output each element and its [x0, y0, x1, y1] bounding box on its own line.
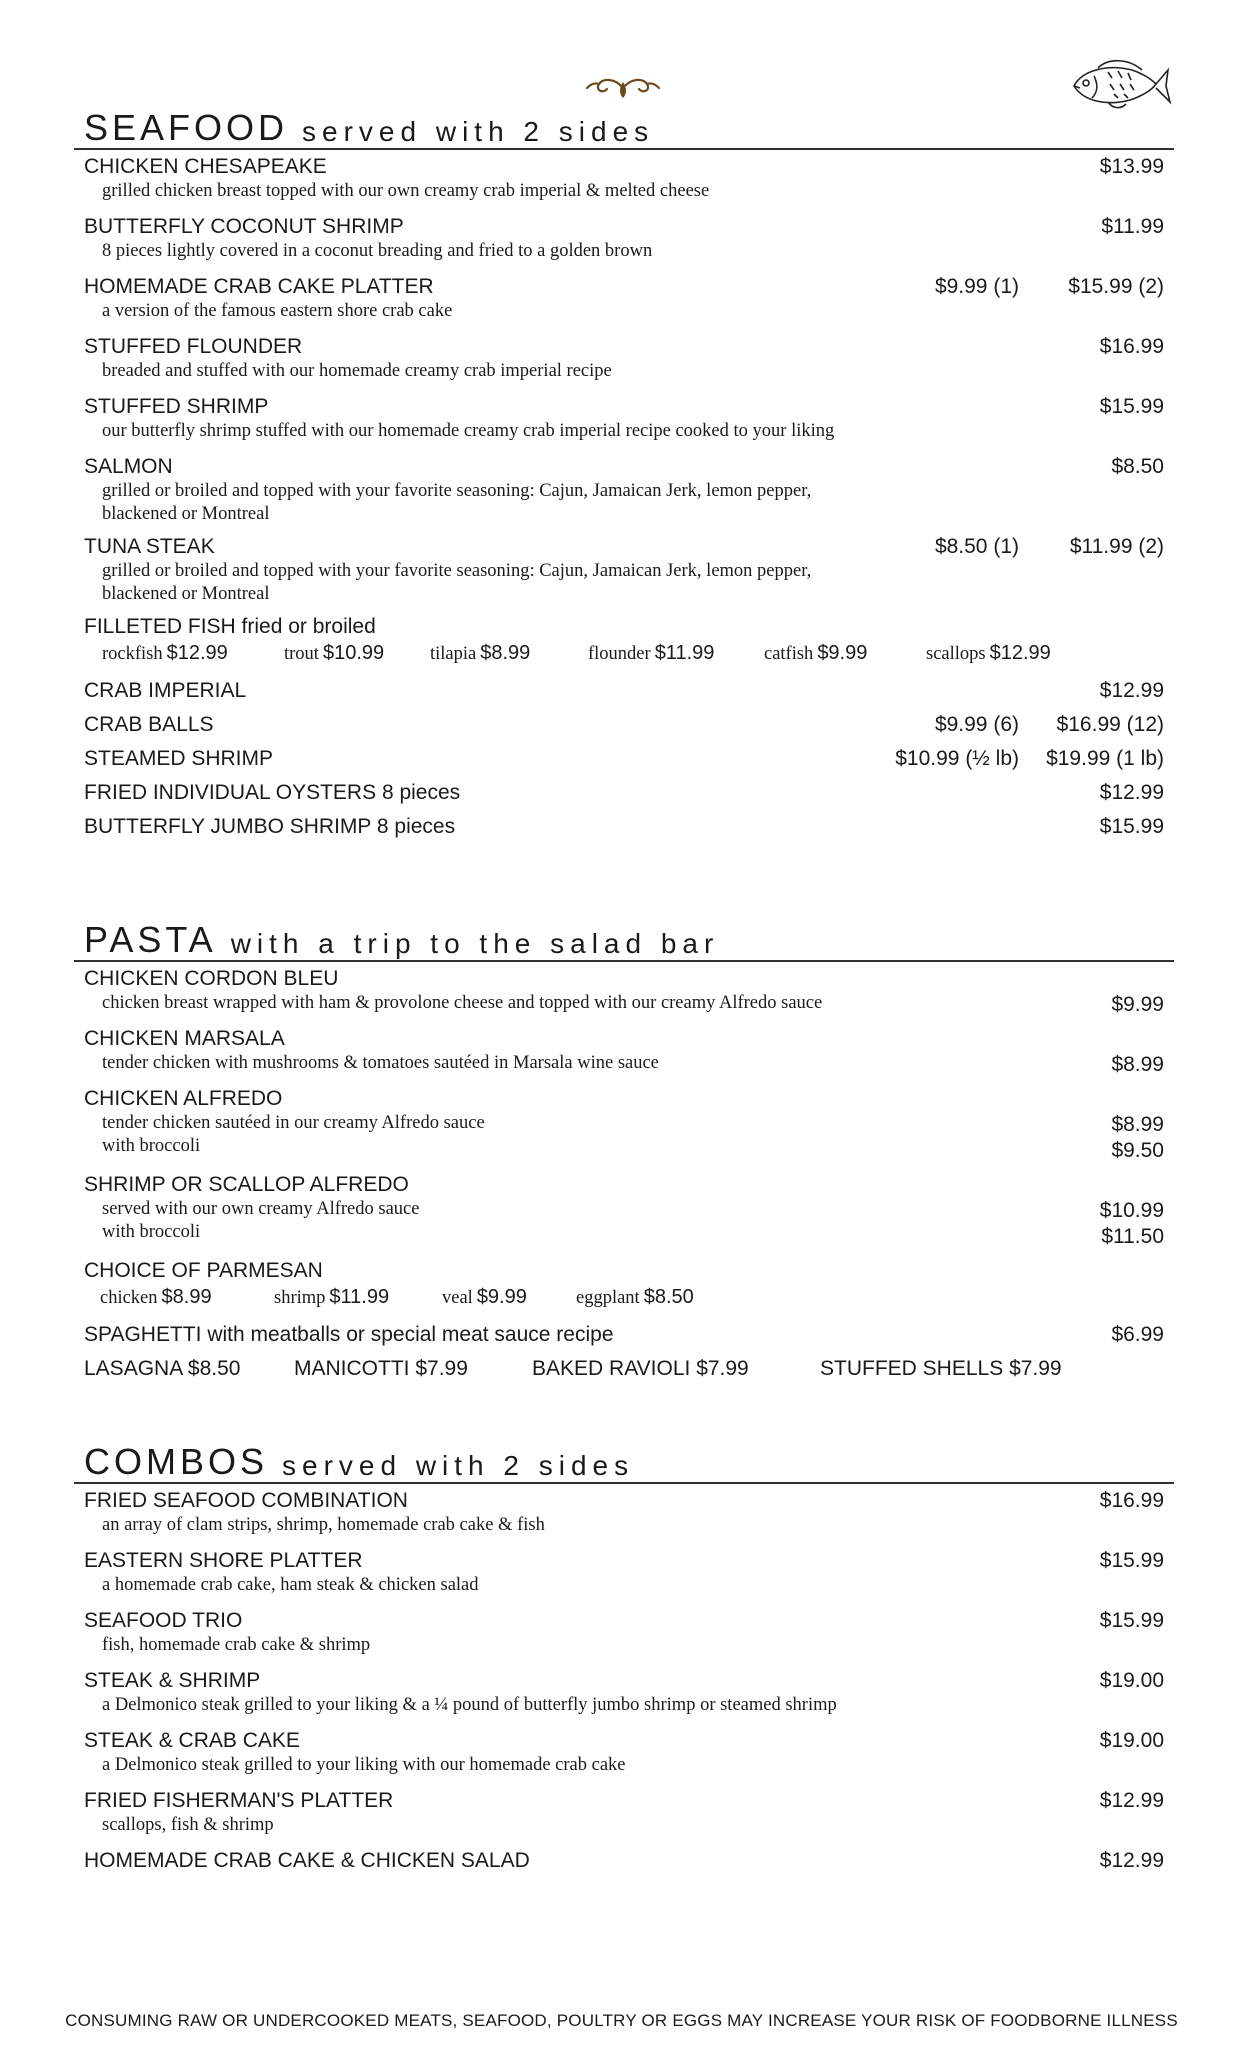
menu-item — [84, 1488, 1164, 1537]
item-price-single: $8.50 (1) — [934, 535, 1019, 558]
menu-item — [84, 614, 1164, 674]
line-label: MANICOTTI — [294, 1357, 410, 1380]
option-price: $10.99 — [322, 642, 385, 664]
item-name-text: FRIED INDIVIDUAL OYSTERS — [84, 781, 377, 804]
option-label: rockfish — [102, 644, 163, 664]
item-price-option: $9.50 — [1111, 1139, 1164, 1162]
option-label: veal — [442, 1288, 473, 1308]
fish-option — [102, 642, 228, 665]
option-label: eggplant — [576, 1288, 640, 1308]
item-name: HOMEMADE CRAB CAKE & CHICKEN SALAD — [84, 1849, 530, 1872]
item-price-single: $9.99 (1) — [934, 275, 1019, 298]
item-description: our butterfly shrimp stuffed with our homemade creamy crab imperial recipe cooked to your liking — [102, 421, 835, 441]
item-price: $11.99 (2) — [1069, 535, 1164, 558]
item-name: CHICKEN MARSALA — [84, 1027, 285, 1050]
section-title: SEAFOOD — [84, 107, 289, 148]
pasta-line-item — [820, 1356, 1062, 1382]
item-price: $9.99 — [1111, 993, 1164, 1016]
menu-item — [84, 1026, 1164, 1075]
parmesan-option — [442, 1286, 527, 1309]
line-price: $7.99 — [1009, 1357, 1062, 1380]
item-description: tender chicken with mushrooms & tomatoes sautéed in Marsala wine sauce — [102, 1053, 659, 1073]
combos-header — [74, 1438, 1174, 1484]
item-description: an array of clam strips, shrimp, homemade crab cake & fish — [102, 1515, 545, 1535]
seafood-section — [74, 104, 1174, 838]
fish-option — [764, 642, 867, 665]
item-name: CHICKEN CHESAPEAKE — [84, 155, 327, 178]
item-name: STEAK & CRAB CAKE — [84, 1729, 300, 1752]
item-name: CHOICE OF PARMESAN — [84, 1259, 323, 1282]
fish-option — [926, 642, 1051, 665]
food-safety-disclaimer: CONSUMING RAW OR UNDERCOOKED MEATS, SEAFOOD, POULTRY OR EGGS MAY INCREASE YOUR RISK OF FOODBORNE ILLNESS — [65, 2011, 1178, 2030]
menu-item — [84, 534, 1164, 606]
combos-section — [74, 1438, 1174, 1872]
item-price: $15.99 — [1099, 1609, 1164, 1632]
item-price: $12.99 — [1099, 781, 1164, 804]
item-option: with broccoli — [102, 1136, 201, 1156]
item-price: $10.99 — [1099, 1199, 1164, 1222]
option-label: trout — [284, 644, 319, 664]
menu-item — [84, 1172, 1164, 1248]
item-name: BUTTERFLY COCONUT SHRIMP — [84, 215, 404, 238]
option-label: shrimp — [274, 1288, 326, 1308]
item-name: CRAB IMPERIAL — [84, 679, 247, 702]
fish-option — [430, 642, 530, 665]
item-name-suffix: 8 pieces — [381, 781, 461, 804]
menu-item — [84, 334, 1164, 383]
item-description: grilled or broiled and topped with your favorite seasoning: Cajun, Jamaican Jerk, lemon pepper, — [102, 481, 812, 501]
menu-item — [84, 678, 1164, 704]
item-name: SALMON — [84, 455, 173, 478]
item-description: scallops, fish & shrimp — [102, 1815, 274, 1835]
item-description: grilled chicken breast topped with our own creamy crab imperial & melted cheese — [102, 181, 710, 201]
item-price: $12.99 — [1099, 679, 1164, 702]
item-name: STUFFED FLOUNDER — [84, 335, 303, 358]
option-label: tilapia — [430, 644, 477, 664]
pasta-line-item — [84, 1356, 240, 1382]
menu-item — [84, 1788, 1164, 1837]
item-description: chicken breast wrapped with ham & provolone cheese and topped with our creamy Alfredo sauce — [102, 993, 823, 1013]
item-price: $19.99 (1 lb) — [1046, 747, 1164, 770]
menu-item — [84, 780, 1164, 806]
option-price: $8.50 — [643, 1286, 694, 1308]
item-name: HOMEMADE CRAB CAKE PLATTER — [84, 275, 434, 298]
parmesan-option — [274, 1286, 389, 1309]
section-subtitle: served with 2 sides — [302, 116, 655, 147]
line-price: $7.99 — [415, 1357, 468, 1380]
menu-item — [84, 394, 1164, 443]
item-name: FRIED SEAFOOD COMBINATION — [84, 1489, 408, 1512]
item-name: SEAFOOD TRIO — [84, 1609, 243, 1632]
item-name: CHICKEN CORDON BLEU — [84, 967, 339, 990]
item-price: $16.99 (12) — [1056, 713, 1164, 736]
menu-item — [84, 154, 1164, 203]
line-price: $7.99 — [696, 1357, 749, 1380]
item-name: FILLETED FISH fried or broiled — [84, 615, 376, 638]
section-title: PASTA — [84, 919, 217, 960]
option-price: $12.99 — [989, 642, 1051, 664]
menu-item — [84, 814, 1164, 840]
item-description: a version of the famous eastern shore crab cake — [102, 301, 453, 321]
menu-item — [84, 712, 1164, 738]
item-option: with broccoli — [102, 1222, 201, 1242]
item-name: EASTERN SHORE PLATTER — [84, 1549, 363, 1572]
section-subtitle: served with 2 sides — [282, 1450, 635, 1481]
line-price: $8.50 — [187, 1357, 241, 1380]
item-price: $6.99 — [1111, 1323, 1164, 1346]
item-price: $8.50 — [1111, 455, 1164, 478]
item-description-cont: blackened or Montreal — [102, 584, 270, 604]
item-price: $16.99 — [1099, 335, 1164, 358]
item-description: a Delmonico steak grilled to your liking & a ¼ pound of butterfly jumbo shrimp or steamed shrimp — [102, 1695, 837, 1715]
item-price-small: $9.99 (6) — [934, 713, 1019, 736]
item-price: $19.00 — [1099, 1669, 1164, 1692]
scroll-ornament-icon — [585, 72, 661, 100]
item-price-option: $11.50 — [1101, 1225, 1164, 1248]
pasta-header — [74, 916, 1174, 962]
item-name-suffix: with meatballs or special meat sauce recipe — [207, 1323, 614, 1346]
item-description: fish, homemade crab cake & shrimp — [102, 1635, 371, 1655]
item-description: tender chicken sautéed in our creamy Alfredo sauce — [102, 1113, 485, 1133]
section-title: COMBOS — [84, 1441, 269, 1482]
option-price: $9.99 — [476, 1286, 527, 1308]
item-name — [84, 814, 1164, 840]
item-price: $8.99 — [1111, 1053, 1164, 1076]
option-price: $8.99 — [480, 642, 531, 664]
item-name: FRIED FISHERMAN'S PLATTER — [84, 1789, 394, 1812]
item-name — [84, 780, 1164, 806]
item-description: 8 pieces lightly covered in a coconut breading and fried to a golden brown — [102, 241, 653, 261]
item-price: $15.99 — [1099, 1549, 1164, 1572]
menu-item — [84, 1548, 1164, 1597]
line-label: STUFFED SHELLS — [820, 1357, 1004, 1380]
item-price: $12.99 — [1099, 1849, 1164, 1872]
menu-item — [84, 214, 1164, 263]
seafood-header — [74, 104, 1174, 150]
item-price: $13.99 — [1099, 155, 1164, 178]
parmesan-option — [100, 1286, 212, 1309]
item-name — [84, 1322, 1164, 1348]
item-price: $16.99 — [1099, 1489, 1164, 1512]
item-name-suffix: 8 pieces — [376, 815, 456, 838]
menu-item — [84, 1086, 1164, 1162]
item-name: CRAB BALLS — [84, 713, 214, 736]
line-label: BAKED RAVIOLI — [532, 1357, 691, 1380]
item-price: $19.00 — [1099, 1729, 1164, 1752]
item-price: $12.99 — [1099, 1789, 1164, 1812]
item-description: a homemade crab cake, ham steak & chicken salad — [102, 1575, 479, 1595]
item-name: TUNA STEAK — [84, 535, 215, 558]
pasta-section — [74, 916, 1174, 1380]
menu-item — [84, 1668, 1164, 1717]
item-name: STUFFED SHRIMP — [84, 395, 269, 418]
line-label: LASAGNA — [84, 1357, 183, 1380]
menu-item — [84, 274, 1164, 323]
item-description: grilled or broiled and topped with your favorite seasoning: Cajun, Jamaican Jerk, lemon pepper, — [102, 561, 812, 581]
option-price: $11.99 — [654, 642, 715, 664]
item-name-text: SPAGHETTI — [84, 1323, 202, 1346]
parmesan-option — [576, 1286, 694, 1309]
menu-item — [84, 1608, 1164, 1657]
item-price: $15.99 (2) — [1068, 275, 1164, 298]
option-price: $11.99 — [329, 1286, 390, 1308]
item-description: breaded and stuffed with our homemade creamy crab imperial recipe — [102, 361, 612, 381]
item-name: STEAMED SHRIMP — [84, 747, 274, 770]
item-name-text: BUTTERFLY JUMBO SHRIMP — [84, 815, 372, 838]
item-price: $15.99 — [1099, 815, 1164, 838]
menu-item — [84, 1258, 1164, 1318]
option-label: chicken — [100, 1288, 158, 1308]
item-name: SHRIMP OR SCALLOP ALFREDO — [84, 1173, 409, 1196]
item-description: served with our own creamy Alfredo sauce — [102, 1199, 420, 1219]
item-description-cont: blackened or Montreal — [102, 504, 270, 524]
option-label: catfish — [764, 644, 814, 664]
menu-item — [84, 746, 1164, 772]
item-description: a Delmonico steak grilled to your liking with our homemade crab cake — [102, 1755, 626, 1775]
option-price: $9.99 — [817, 642, 868, 664]
menu-item — [84, 1728, 1164, 1777]
option-price: $8.99 — [161, 1286, 212, 1308]
item-name: CHICKEN ALFREDO — [84, 1087, 283, 1110]
menu-item — [84, 1322, 1164, 1348]
item-price-small: $10.99 (½ lb) — [895, 747, 1019, 770]
section-subtitle: with a trip to the salad bar — [230, 928, 720, 959]
item-price: $8.99 — [1111, 1113, 1164, 1136]
option-label: flounder — [588, 644, 651, 664]
menu-item — [84, 966, 1164, 1015]
fish-option — [588, 642, 714, 665]
item-name: STEAK & SHRIMP — [84, 1669, 261, 1692]
menu-item — [84, 454, 1164, 526]
menu-item — [84, 1848, 1164, 1874]
option-price: $12.99 — [166, 642, 228, 664]
item-price: $11.99 — [1101, 215, 1164, 238]
fish-option — [284, 642, 384, 665]
pasta-line-item — [532, 1356, 749, 1382]
option-label: scallops — [926, 644, 986, 664]
item-price: $15.99 — [1099, 395, 1164, 418]
pasta-line-item — [294, 1356, 468, 1382]
